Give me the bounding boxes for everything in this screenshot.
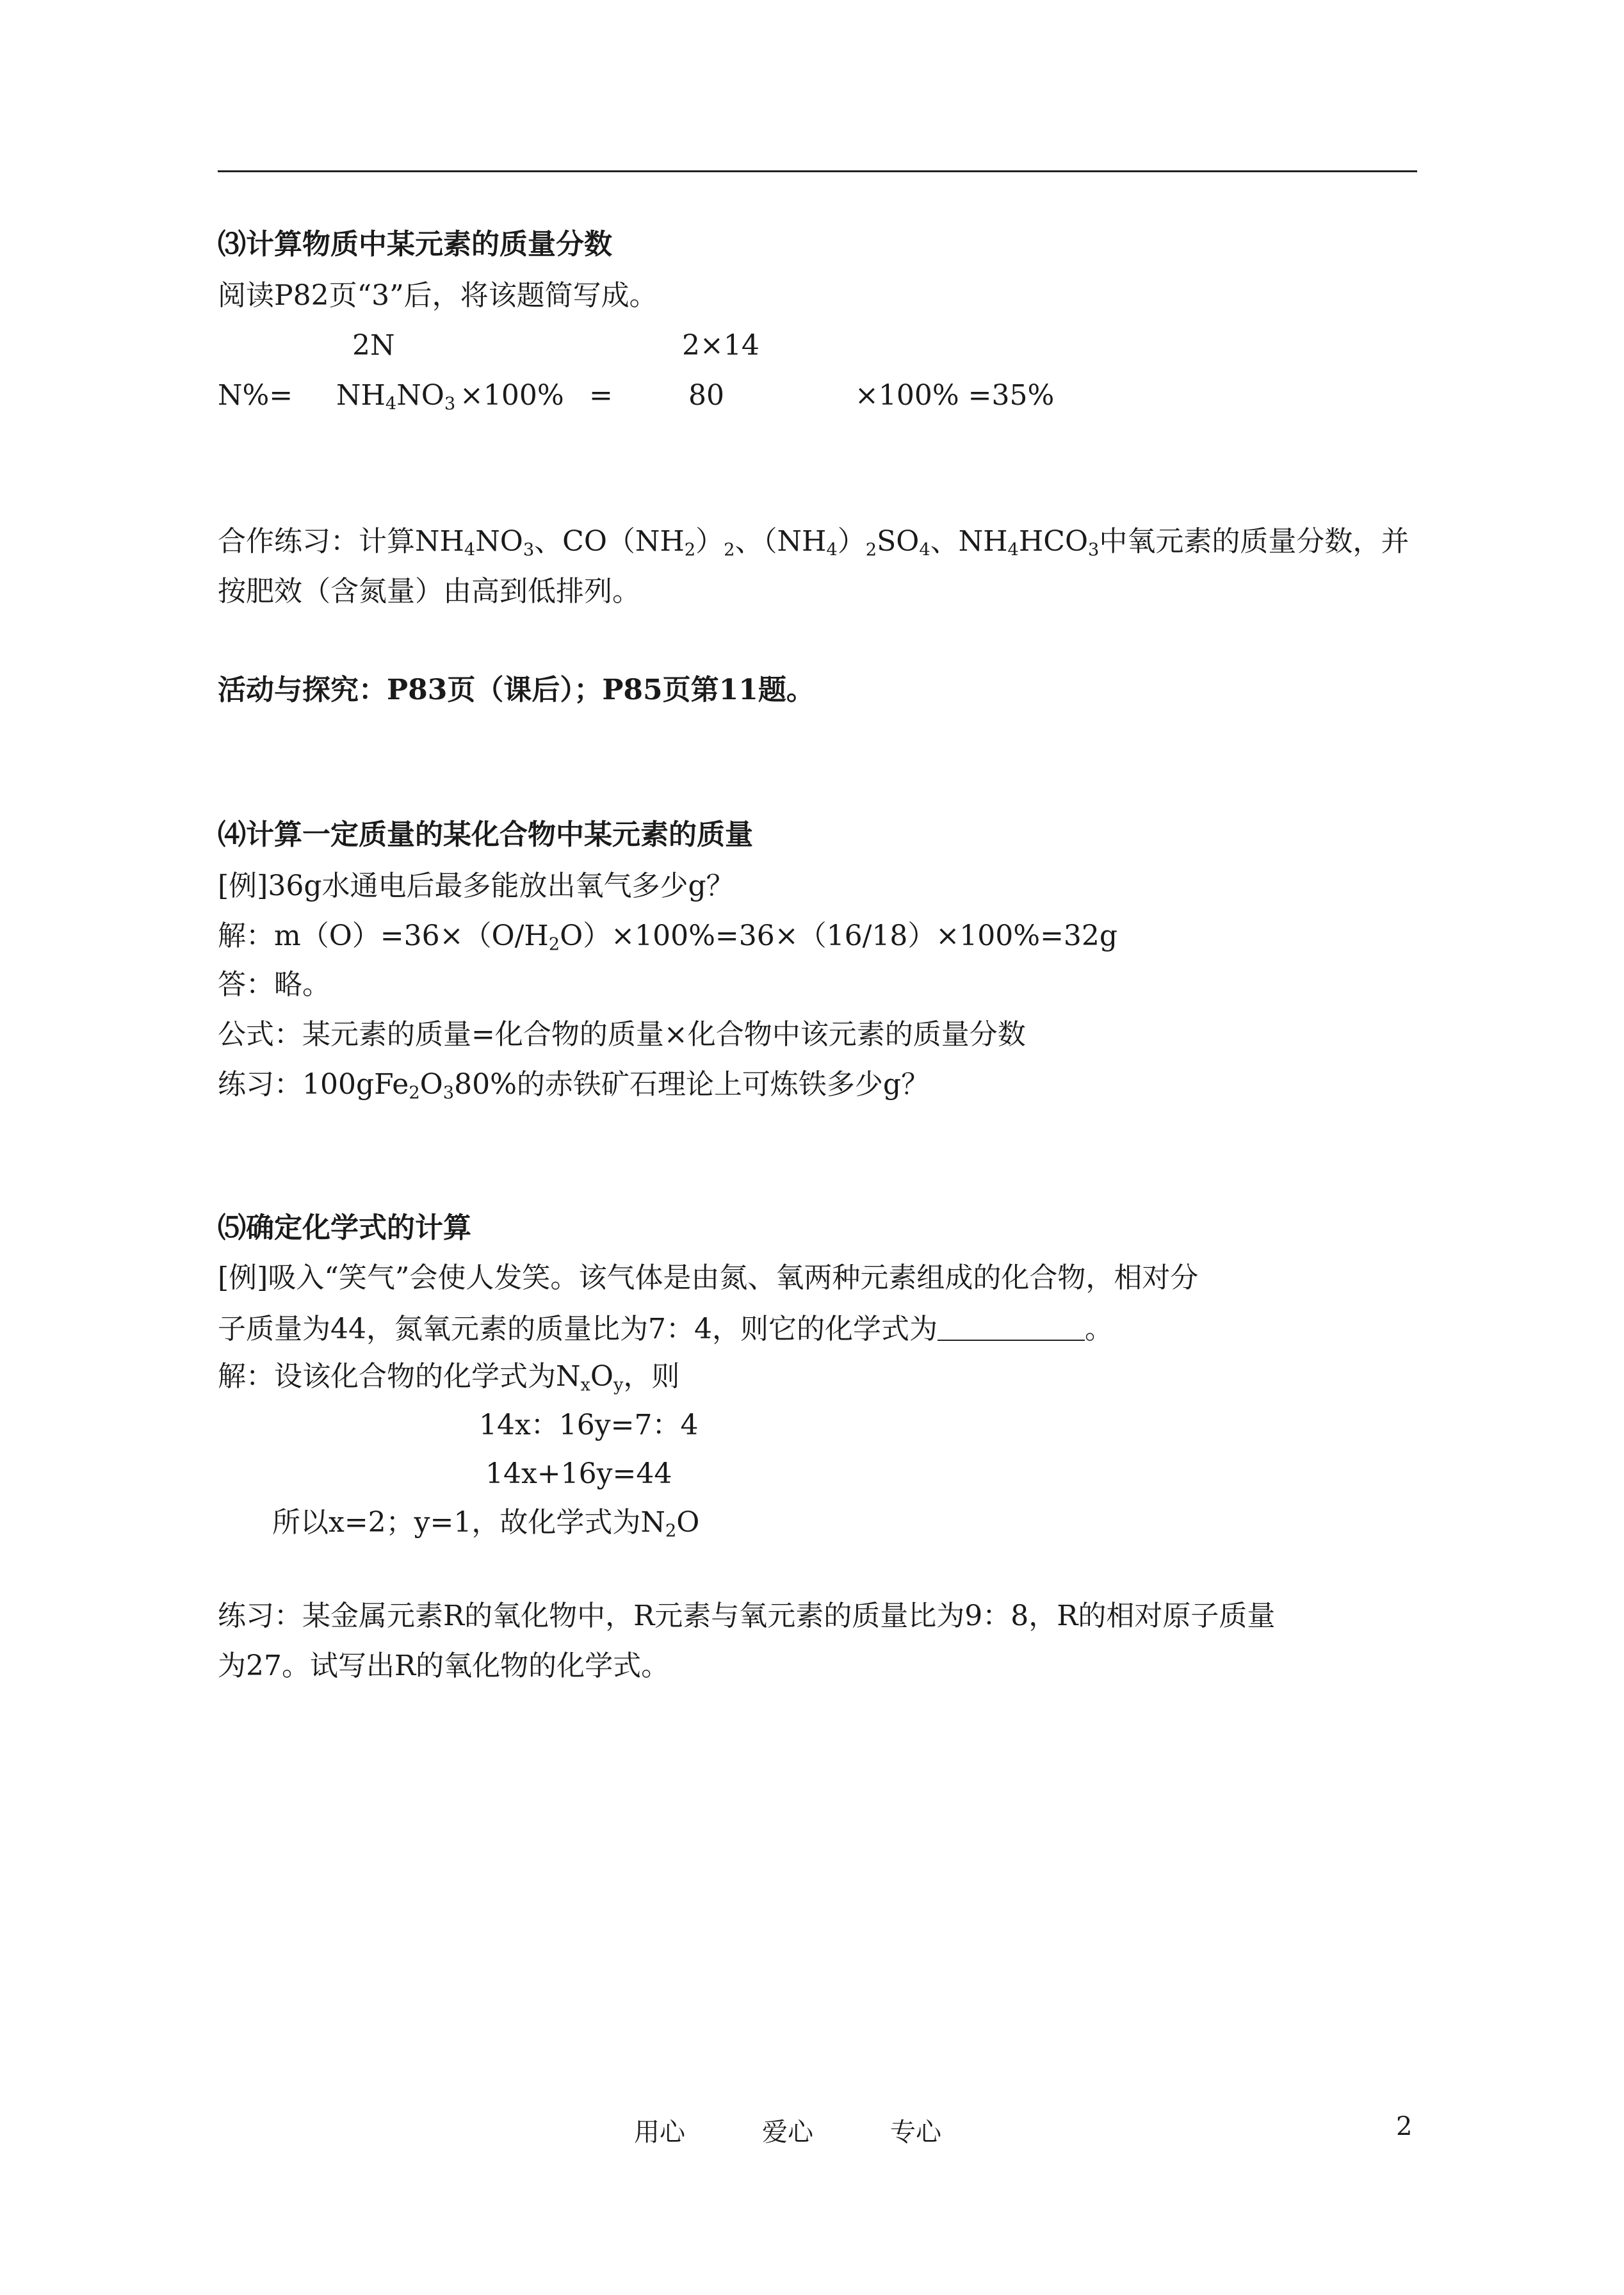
footer-word-3: 专心 — [890, 2118, 941, 2147]
section-4-formula: 公式：某元素的质量=化合物的质量×化合物中该元素的质量分数 — [218, 1018, 1026, 1051]
section-4-answer: 答：略。 — [218, 968, 330, 1001]
formula-denominator-left: $NH_4NO_3$ — [336, 379, 456, 414]
footer-word-1: 用心 — [634, 2118, 685, 2147]
section-5-conclusion: 所以x=2；y=1，故化学式为$N_2O$ — [272, 1506, 700, 1541]
section-5-example-line-1: [例]吸入“笑气”会使人发笑。该气体是由氮、氧两种元素组成的化合物，相对分 — [218, 1261, 1199, 1294]
formula-numerator-left: 2N — [352, 329, 395, 362]
activity-explore: 活动与探究：P83页（课后）；P85页第11题。 — [218, 674, 815, 706]
section-5-heading: ⑸确定化学式的计算 — [218, 1212, 471, 1244]
section-5-solution: 解：设该化合物的化学式为$N_xO_y$，则 — [218, 1360, 680, 1395]
coop-practice-line-1: 合作练习：计算$NH_4NO_3$、$CO(NH_2)_2$、$(NH_4)_2SO_4$、$NH_4HCO_3$中氧元素的质量分数，并 — [218, 525, 1409, 560]
section-3-intro: 阅读P82页“3”后，将该题简写成。 — [218, 279, 658, 312]
section-4-example: [例]36g水通电后最多能放出氧气多少g？ — [218, 870, 735, 902]
section-5-example-line-2: 子质量为44，氮氧元素的质量比为7：4，则它的化学式为 。 — [218, 1313, 1113, 1345]
coop-practice-line-2: 按肥效（含氮量）由高到低排列。 — [218, 575, 640, 608]
formula-result: ×100% =35% — [855, 379, 1055, 412]
section-5-practice-line-1: 练习：某金属元素R的氧化物中，R元素与氧元素的质量比为9：8，R的相对原子质量 — [218, 1600, 1276, 1632]
section-4-solution: 解：$m(O)=36\times(O/H_2O)\times 100\%=36\times(16/18)\times 100\%=32g$ — [218, 920, 1118, 955]
footer-word-2: 爱心 — [762, 2118, 813, 2147]
section-5-practice-line-2: 为27。试写出R的氧化物的化学式。 — [218, 1650, 670, 1682]
page-number: 2 — [1396, 2112, 1413, 2141]
section-5-equation-2: 14x+16y=44 — [485, 1457, 672, 1490]
section-5-equation-1: 14x：16y=7：4 — [479, 1409, 699, 1441]
formula-equals: = — [589, 379, 613, 412]
section-3-heading: ⑶计算物质中某元素的质量分数 — [218, 228, 612, 261]
section-4-heading: ⑷计算一定质量的某化合物中某元素的质量 — [218, 818, 753, 851]
formula-lhs: N%= — [218, 379, 293, 412]
answer-blank — [938, 1314, 1085, 1341]
formula-numerator-right: 2×14 — [682, 329, 759, 362]
header-rule — [218, 170, 1417, 172]
formula-denominator-right: 80 — [688, 379, 724, 412]
section-4-exercise: 练习：$100gFe_2O_380\%$的赤铁矿石理论上可炼铁多少g？ — [218, 1068, 930, 1103]
formula-times-100: ×100% — [460, 379, 564, 412]
